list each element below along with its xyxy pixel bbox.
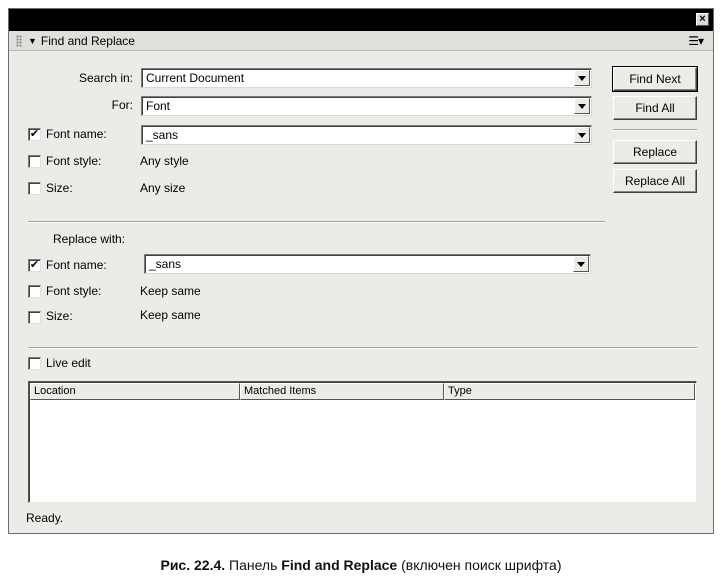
search-font-name-value: _sans — [146, 128, 179, 142]
grip-icon[interactable] — [16, 35, 22, 47]
search-font-name-select[interactable] — [141, 125, 592, 145]
for-select[interactable] — [141, 96, 592, 116]
title-bar — [9, 9, 713, 31]
status-text: Ready. — [26, 511, 64, 525]
search-size-checkbox[interactable] — [28, 182, 41, 195]
replace-with-heading: Replace with: — [53, 232, 126, 246]
figure-caption — [0, 557, 722, 573]
column-header-location[interactable]: Location — [30, 383, 240, 400]
search-font-style-value: Any style — [140, 154, 189, 168]
caption-prefix: Рис. 22.4. — [160, 557, 226, 573]
replace-button[interactable]: Replace — [613, 140, 697, 164]
replace-font-style-value: Keep same — [140, 284, 201, 298]
replace-font-name-label: Font name: — [46, 258, 107, 272]
for-label: For: — [111, 98, 133, 112]
for-value: Font — [146, 99, 171, 113]
replace-font-name-checkbox[interactable]: ✔ — [29, 259, 40, 271]
search-in-value: Current Document — [146, 71, 245, 85]
replace-font-name-value: _sans — [149, 257, 182, 271]
dropdown-arrow-icon[interactable] — [574, 70, 590, 86]
caption-text-2: (включен поиск шрифта) — [397, 557, 562, 573]
results-list[interactable] — [28, 381, 697, 503]
search-font-style-label: Font style: — [46, 154, 102, 168]
column-header-matched-items[interactable]: Matched Items — [240, 383, 444, 400]
find-next-button[interactable]: Find Next — [613, 67, 697, 91]
column-header-type[interactable]: Type — [444, 383, 695, 400]
dropdown-arrow-icon[interactable] — [574, 127, 590, 143]
panel-options-menu-icon[interactable]: ☰▾ — [688, 34, 703, 48]
search-font-name-label: Font name: — [46, 127, 107, 141]
dropdown-arrow-icon[interactable] — [574, 98, 590, 114]
close-icon[interactable]: × — [696, 13, 709, 26]
live-edit-label: Live edit — [46, 356, 91, 370]
search-in-label: Search in: — [78, 71, 133, 85]
caption-text-1: Панель — [225, 557, 282, 573]
search-font-style-checkbox[interactable] — [28, 155, 41, 168]
find-replace-window — [8, 8, 714, 534]
collapse-arrow-icon[interactable]: ▼ — [28, 35, 37, 46]
panel-title: Find and Replace — [40, 33, 135, 48]
search-in-select[interactable] — [141, 68, 592, 88]
search-font-name-checkbox[interactable]: ✔ — [29, 128, 40, 140]
replace-size-label: Size: — [46, 309, 73, 323]
live-edit-checkbox[interactable] — [28, 357, 41, 370]
replace-font-style-label: Font style: — [46, 284, 102, 298]
replace-all-button[interactable]: Replace All — [613, 169, 697, 193]
dropdown-arrow-icon[interactable] — [573, 256, 589, 272]
replace-size-checkbox[interactable] — [28, 311, 41, 324]
search-size-label: Size: — [46, 181, 73, 195]
replace-font-style-checkbox[interactable] — [28, 285, 41, 298]
section-divider — [28, 347, 697, 349]
search-size-value: Any size — [140, 181, 186, 195]
section-divider — [28, 221, 605, 223]
button-divider — [613, 129, 697, 131]
replace-size-value: Keep same — [140, 308, 201, 322]
panel-header — [9, 31, 713, 51]
find-all-button[interactable]: Find All — [613, 96, 697, 120]
caption-bold: Find and Replace — [281, 557, 398, 573]
replace-font-name-select[interactable] — [144, 254, 591, 274]
